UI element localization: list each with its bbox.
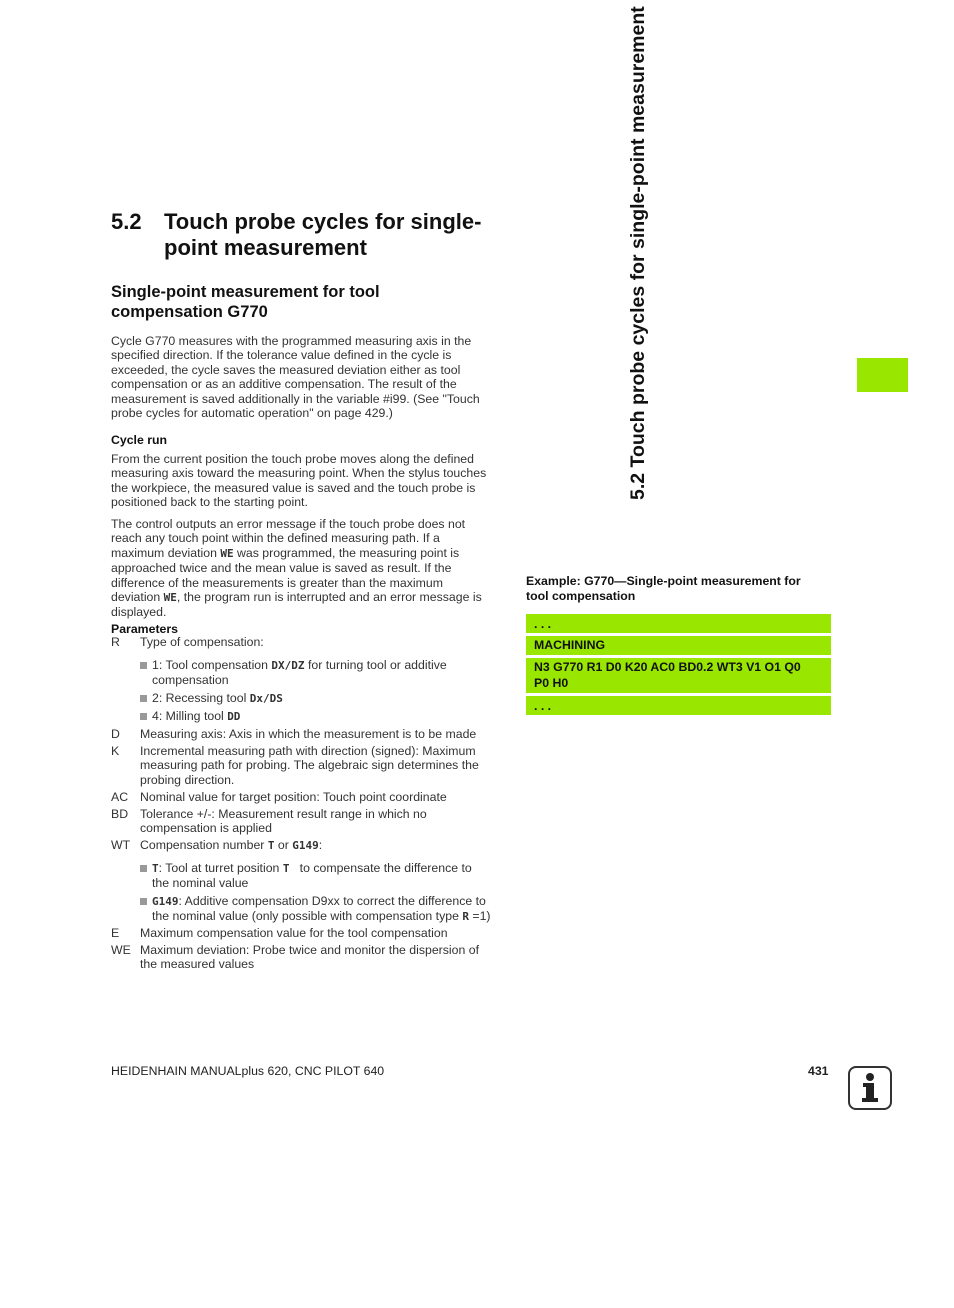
- code-row: . . .: [526, 614, 831, 633]
- code-row: MACHINING: [526, 636, 831, 655]
- footer-title: HEIDENHAIN MANUALplus 620, CNC PILOT 640: [111, 1064, 385, 1078]
- info-glyph-icon: [850, 1068, 890, 1108]
- code-row: N3 G770 R1 D0 K20 AC0 BD0.2 WT3 V1 O1 Q0 P0 H0: [526, 658, 831, 693]
- example-title: Example: G770—Single-point measurement for tool compensation: [526, 574, 801, 603]
- cycle-run-heading: Cycle run: [111, 433, 168, 447]
- bullet-square-icon: [140, 695, 147, 702]
- bullet-square-icon: [140, 865, 147, 872]
- section-title: Touch probe cycles for single- point measurement: [164, 209, 482, 260]
- parameters-heading: Parameters: [111, 622, 178, 636]
- cycle-run-paragraph-2: The control outputs an error message if the touch probe does not reach any touch point within the defined measuring path. If a maximum deviation WE was programmed, the measuring point is approached twice and the mean value is saved as result. If the difference of the measurements is greater than the maximum deviation WE, the program run is interrupted and an error message is displayed.: [111, 517, 482, 620]
- page-number: 431: [808, 1064, 829, 1078]
- intro-paragraph: Cycle G770 measures with the programmed measuring axis in the specified direction. If the tolerance value defined in the cycle is exceeded, the cycle saves the measured deviation either as tool compensation or as an additive compensation. The result of the measurement is saved additionally in the variable #i99. (See "Touch probe cycles for automatic operation" on page 429.): [111, 334, 480, 421]
- info-icon: [848, 1066, 892, 1110]
- bullet-square-icon: [140, 662, 147, 669]
- cycle-run-paragraph-1: From the current position the touch probe moves along the defined measuring axis toward the measuring point. When the stylus touches the workpiece, the measured value is saved and the touch probe is positioned back to the starting point.: [111, 452, 487, 510]
- sidebar-chapter-title: 5.2 Touch probe cycles for single-point measurement: [627, 6, 650, 500]
- subsection-title: Single-point measurement for tool compensation G770: [111, 283, 380, 321]
- bullet-square-icon: [140, 898, 147, 905]
- section-number: 5.2: [111, 209, 142, 234]
- parameter-list: R Type of compensation: 1: Tool compensation DX/DZ for turning tool or additive compensation 2: Recessing tool Dx/DS 4: Milling tool DD D Measuring axis: Axis in which the measurement is to be made K Incremental measuring path with direction (signed): Maximum measuring path for probing. The algebraic sign determines the probing direction. AC Nominal value for target position: Touch point coordinate BD Tolerance +/-: Measurement result range in which no compensation is applied WT Compensation number T or G149: T: Tool at turret position T to compensate the difference to the nominal value G149: Additive compensation D9xx to correct the difference to the nominal value (only possible with compensation type R =1) E Maximum compensation value for the tool compensation WE Maximum deviation: Probe twice and monitor the dispersion of the measured values: [111, 635, 491, 972]
- bullet-square-icon: [140, 713, 147, 720]
- code-row: . . .: [526, 696, 831, 715]
- chapter-tab: [857, 358, 908, 392]
